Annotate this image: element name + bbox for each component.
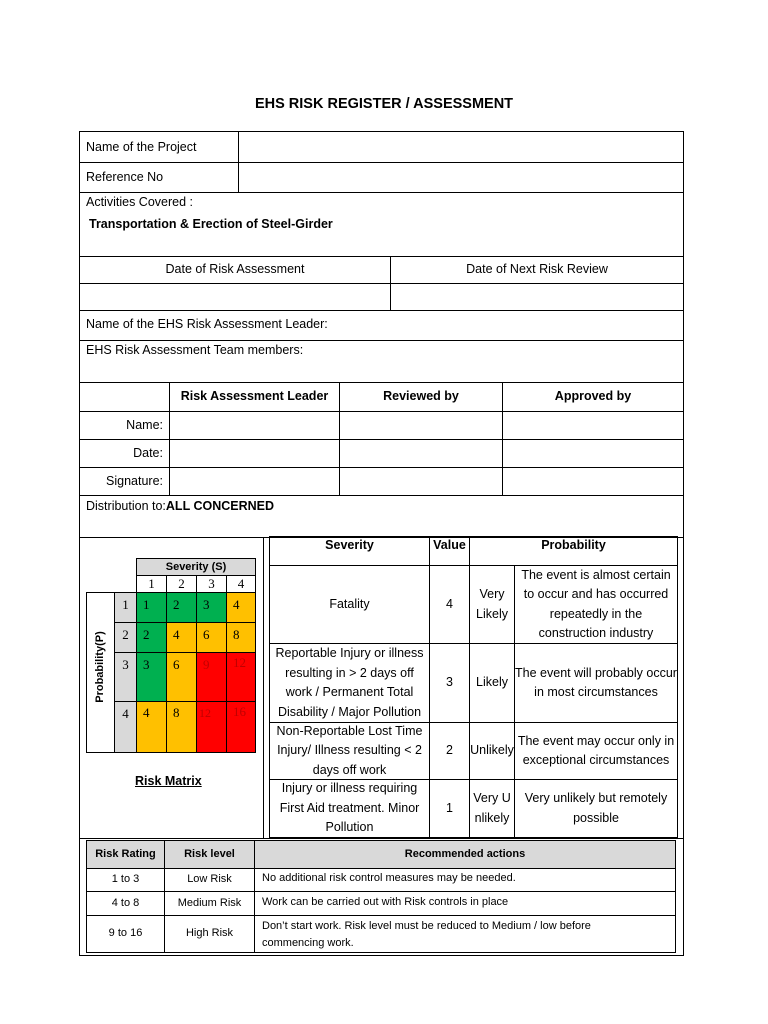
activities-value: Transportation & Erection of Steel-Girder xyxy=(89,217,333,231)
probability-axis-label: Probability(P) xyxy=(94,631,106,703)
reference-no-field[interactable] xyxy=(240,164,682,191)
matrix-col-3: 3 xyxy=(196,575,227,593)
level-cell: High Risk xyxy=(185,927,234,940)
value-header: Value xyxy=(433,538,466,553)
matrix-row-4: 4 xyxy=(114,701,137,753)
project-name-field[interactable] xyxy=(240,134,682,161)
matrix-cell: 12 xyxy=(226,652,256,702)
value-cell: 2 xyxy=(446,743,453,758)
probability-axis xyxy=(86,592,115,753)
probability-desc-cell: Very unlikely but remotely possible xyxy=(524,791,668,825)
signoff-header-reviewed: Reviewed by xyxy=(383,389,459,403)
signoff-row-date: Date: xyxy=(133,446,163,460)
value-cell: 4 xyxy=(446,596,453,611)
matrix-row-3: 3 xyxy=(114,652,137,702)
action-cell: No additional risk control measures may be needed. xyxy=(262,872,516,884)
matrix-row-1: 1 xyxy=(114,592,137,623)
rating-header: Risk Rating xyxy=(95,847,156,860)
matrix-cell: 8 xyxy=(226,622,256,653)
rating-cell: 4 to 8 xyxy=(111,896,140,909)
level-cell: Low Risk xyxy=(187,873,232,886)
matrix-cell: 4 xyxy=(226,592,256,623)
probability-desc-cell: The event may occur only in exceptional circumstances xyxy=(517,733,675,767)
probability-cell: Very Likely xyxy=(476,587,508,621)
severity-cell: Non-Reportable Lost Time Injury/ Illness resulting < 2 days off work xyxy=(276,723,423,777)
matrix-cell: 3 xyxy=(136,652,167,702)
probability-desc-cell: The event will probably occur in most circumstances xyxy=(515,665,677,699)
matrix-cell: 16 xyxy=(226,701,256,753)
reference-no-label: Reference No xyxy=(86,170,164,184)
severity-table xyxy=(269,536,678,838)
rating-cell: 9 to 16 xyxy=(108,927,143,940)
level-header: Risk level xyxy=(184,847,235,860)
matrix-row-2: 2 xyxy=(114,622,137,653)
matrix-cell: 2 xyxy=(136,622,167,653)
matrix-cell: 3 xyxy=(196,592,227,623)
probability-desc-cell: The event is almost certain to occur and has occurred repeatedly in the construction industry xyxy=(521,567,671,640)
severity-cell: Reportable Injury or illness resulting in > 2 days off work / Permanent Total Disability / Major Pollution xyxy=(275,646,424,719)
leader-label: Name of the EHS Risk Assessment Leader: xyxy=(86,317,328,331)
signoff-header-approved: Approved by xyxy=(554,389,632,403)
probability-header: Probability xyxy=(541,538,606,553)
matrix-cell: 2 xyxy=(166,592,197,623)
signoff-row-signature: Signature: xyxy=(106,474,163,488)
level-cell: Medium Risk xyxy=(177,896,242,909)
page-title: EHS RISK REGISTER / ASSESSMENT xyxy=(254,96,514,112)
actions-header: Recommended actions xyxy=(404,847,526,860)
date-review-label: Date of Next Risk Review xyxy=(466,262,608,276)
matrix-cell: 12 xyxy=(196,701,227,753)
project-name-label: Name of the Project xyxy=(86,140,197,154)
matrix-cell: 9 xyxy=(196,652,227,702)
date-assessment-field[interactable] xyxy=(82,285,388,309)
risk-matrix xyxy=(86,558,256,753)
matrix-cell: 6 xyxy=(196,622,227,653)
matrix-cell: 1 xyxy=(136,592,167,623)
probability-cell: Unlikely xyxy=(470,743,514,758)
severity-axis-label: Severity (S) xyxy=(136,558,256,576)
matrix-cell: 4 xyxy=(166,622,197,653)
signoff-header-leader: Risk Assessment Leader xyxy=(180,389,329,403)
matrix-cell: 6 xyxy=(166,652,197,702)
severity-cell: Fatality xyxy=(329,596,370,611)
matrix-col-1: 1 xyxy=(136,575,167,593)
probability-cell: Likely xyxy=(476,675,508,690)
distribution-value: ALL CONCERNED xyxy=(165,499,275,513)
severity-cell: Injury or illness requiring First Aid treatment. Minor Pollution xyxy=(279,781,420,835)
signoff-row-name: Name: xyxy=(126,418,163,432)
risk-matrix-caption: Risk Matrix xyxy=(135,774,202,788)
matrix-col-4: 4 xyxy=(226,575,256,593)
value-cell: 3 xyxy=(446,675,453,690)
matrix-cell: 4 xyxy=(136,701,167,753)
action-cell: Work can be carried out with Risk controls in place xyxy=(262,896,509,908)
action-cell: Don’t start work. Risk level must be reduced to Medium / low before commencing work. xyxy=(262,920,591,949)
rating-cell: 1 to 3 xyxy=(111,873,140,886)
risk-rating-table xyxy=(86,840,676,953)
team-label: EHS Risk Assessment Team members: xyxy=(86,343,304,357)
matrix-cell: 8 xyxy=(166,701,197,753)
date-review-field[interactable] xyxy=(393,285,681,309)
matrix-col-2: 2 xyxy=(166,575,197,593)
distribution-line xyxy=(86,499,274,513)
value-cell: 1 xyxy=(446,800,453,815)
date-assessment-label: Date of Risk Assessment xyxy=(165,262,305,276)
activities-label: Activities Covered : xyxy=(86,195,193,209)
probability-cell: Very Unlikely xyxy=(473,791,511,825)
distribution-label: Distribution to: xyxy=(86,499,166,513)
severity-header: Severity xyxy=(325,538,374,553)
